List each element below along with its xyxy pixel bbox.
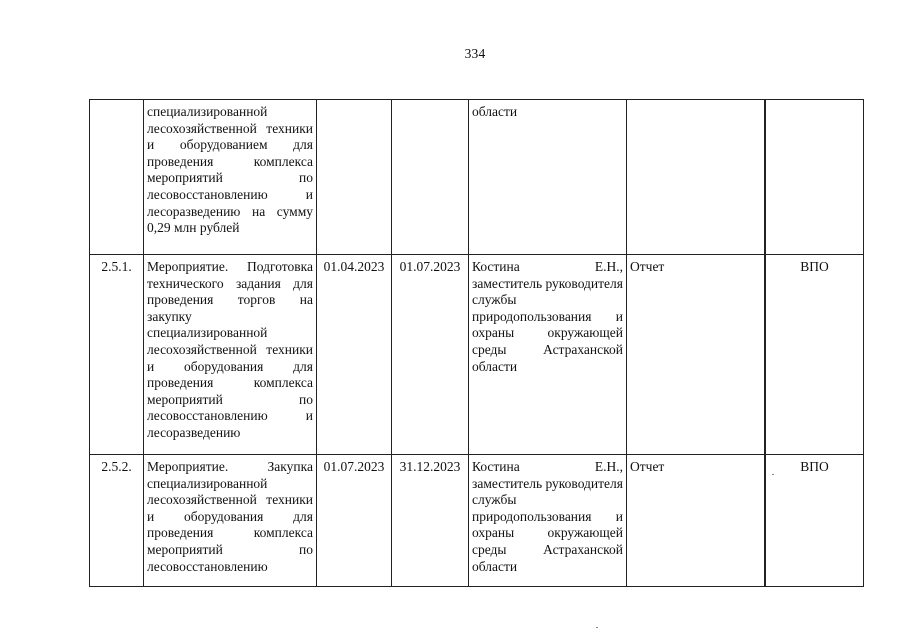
- row-end-date: [392, 100, 469, 255]
- scan-speck: [596, 627, 598, 628]
- row-end-date: 31.12.2023: [392, 455, 469, 587]
- row-description: Мероприятие. Подготовка технического задания для проведения торгов на закупку специализированной лесохозяйственной техники и оборудования для проведения комплекса мероприятий по лесовосстановлению и лесоразведению: [144, 255, 317, 455]
- row-number: 2.5.1.: [90, 255, 144, 455]
- row-responsible: Костина Е.Н., заместитель руководителя службы природопользования и охраны окружающей среды Астраханской области: [469, 455, 627, 587]
- row-description: Мероприятие. Закупка специализированной лесохозяйственной техники и оборудования для проведения комплекса мероприятий по лесовосстановлению: [144, 455, 317, 587]
- table-row: [90, 100, 864, 255]
- row-responsible: Костина Е.Н., заместитель руководителя службы природопользования и охраны окружающей среды Астраханской области: [469, 255, 627, 455]
- table-row: [90, 455, 864, 587]
- row-start-date: [317, 100, 392, 255]
- row-result: Отчет: [627, 455, 765, 587]
- scan-speck: [772, 474, 774, 475]
- row-source: [766, 100, 864, 255]
- row-number: 2.5.2.: [90, 455, 144, 587]
- page-number: 334: [464, 46, 486, 61]
- table-row: [90, 255, 864, 455]
- row-description: специализированной лесохозяйственной техники и оборудованием для проведения комплекса мероприятий по лесовосстановлению и лесоразведению на сумму 0,29 млн рублей: [144, 100, 317, 255]
- row-responsible: области: [469, 100, 627, 255]
- row-source: ВПО: [766, 455, 864, 587]
- row-start-date: 01.04.2023: [317, 255, 392, 455]
- row-source: ВПО: [766, 255, 864, 455]
- row-result: [627, 100, 765, 255]
- row-result: Отчет: [627, 255, 765, 455]
- row-start-date: 01.07.2023: [317, 455, 392, 587]
- plan-table: [89, 99, 864, 587]
- row-end-date: 01.07.2023: [392, 255, 469, 455]
- row-number: [90, 100, 144, 255]
